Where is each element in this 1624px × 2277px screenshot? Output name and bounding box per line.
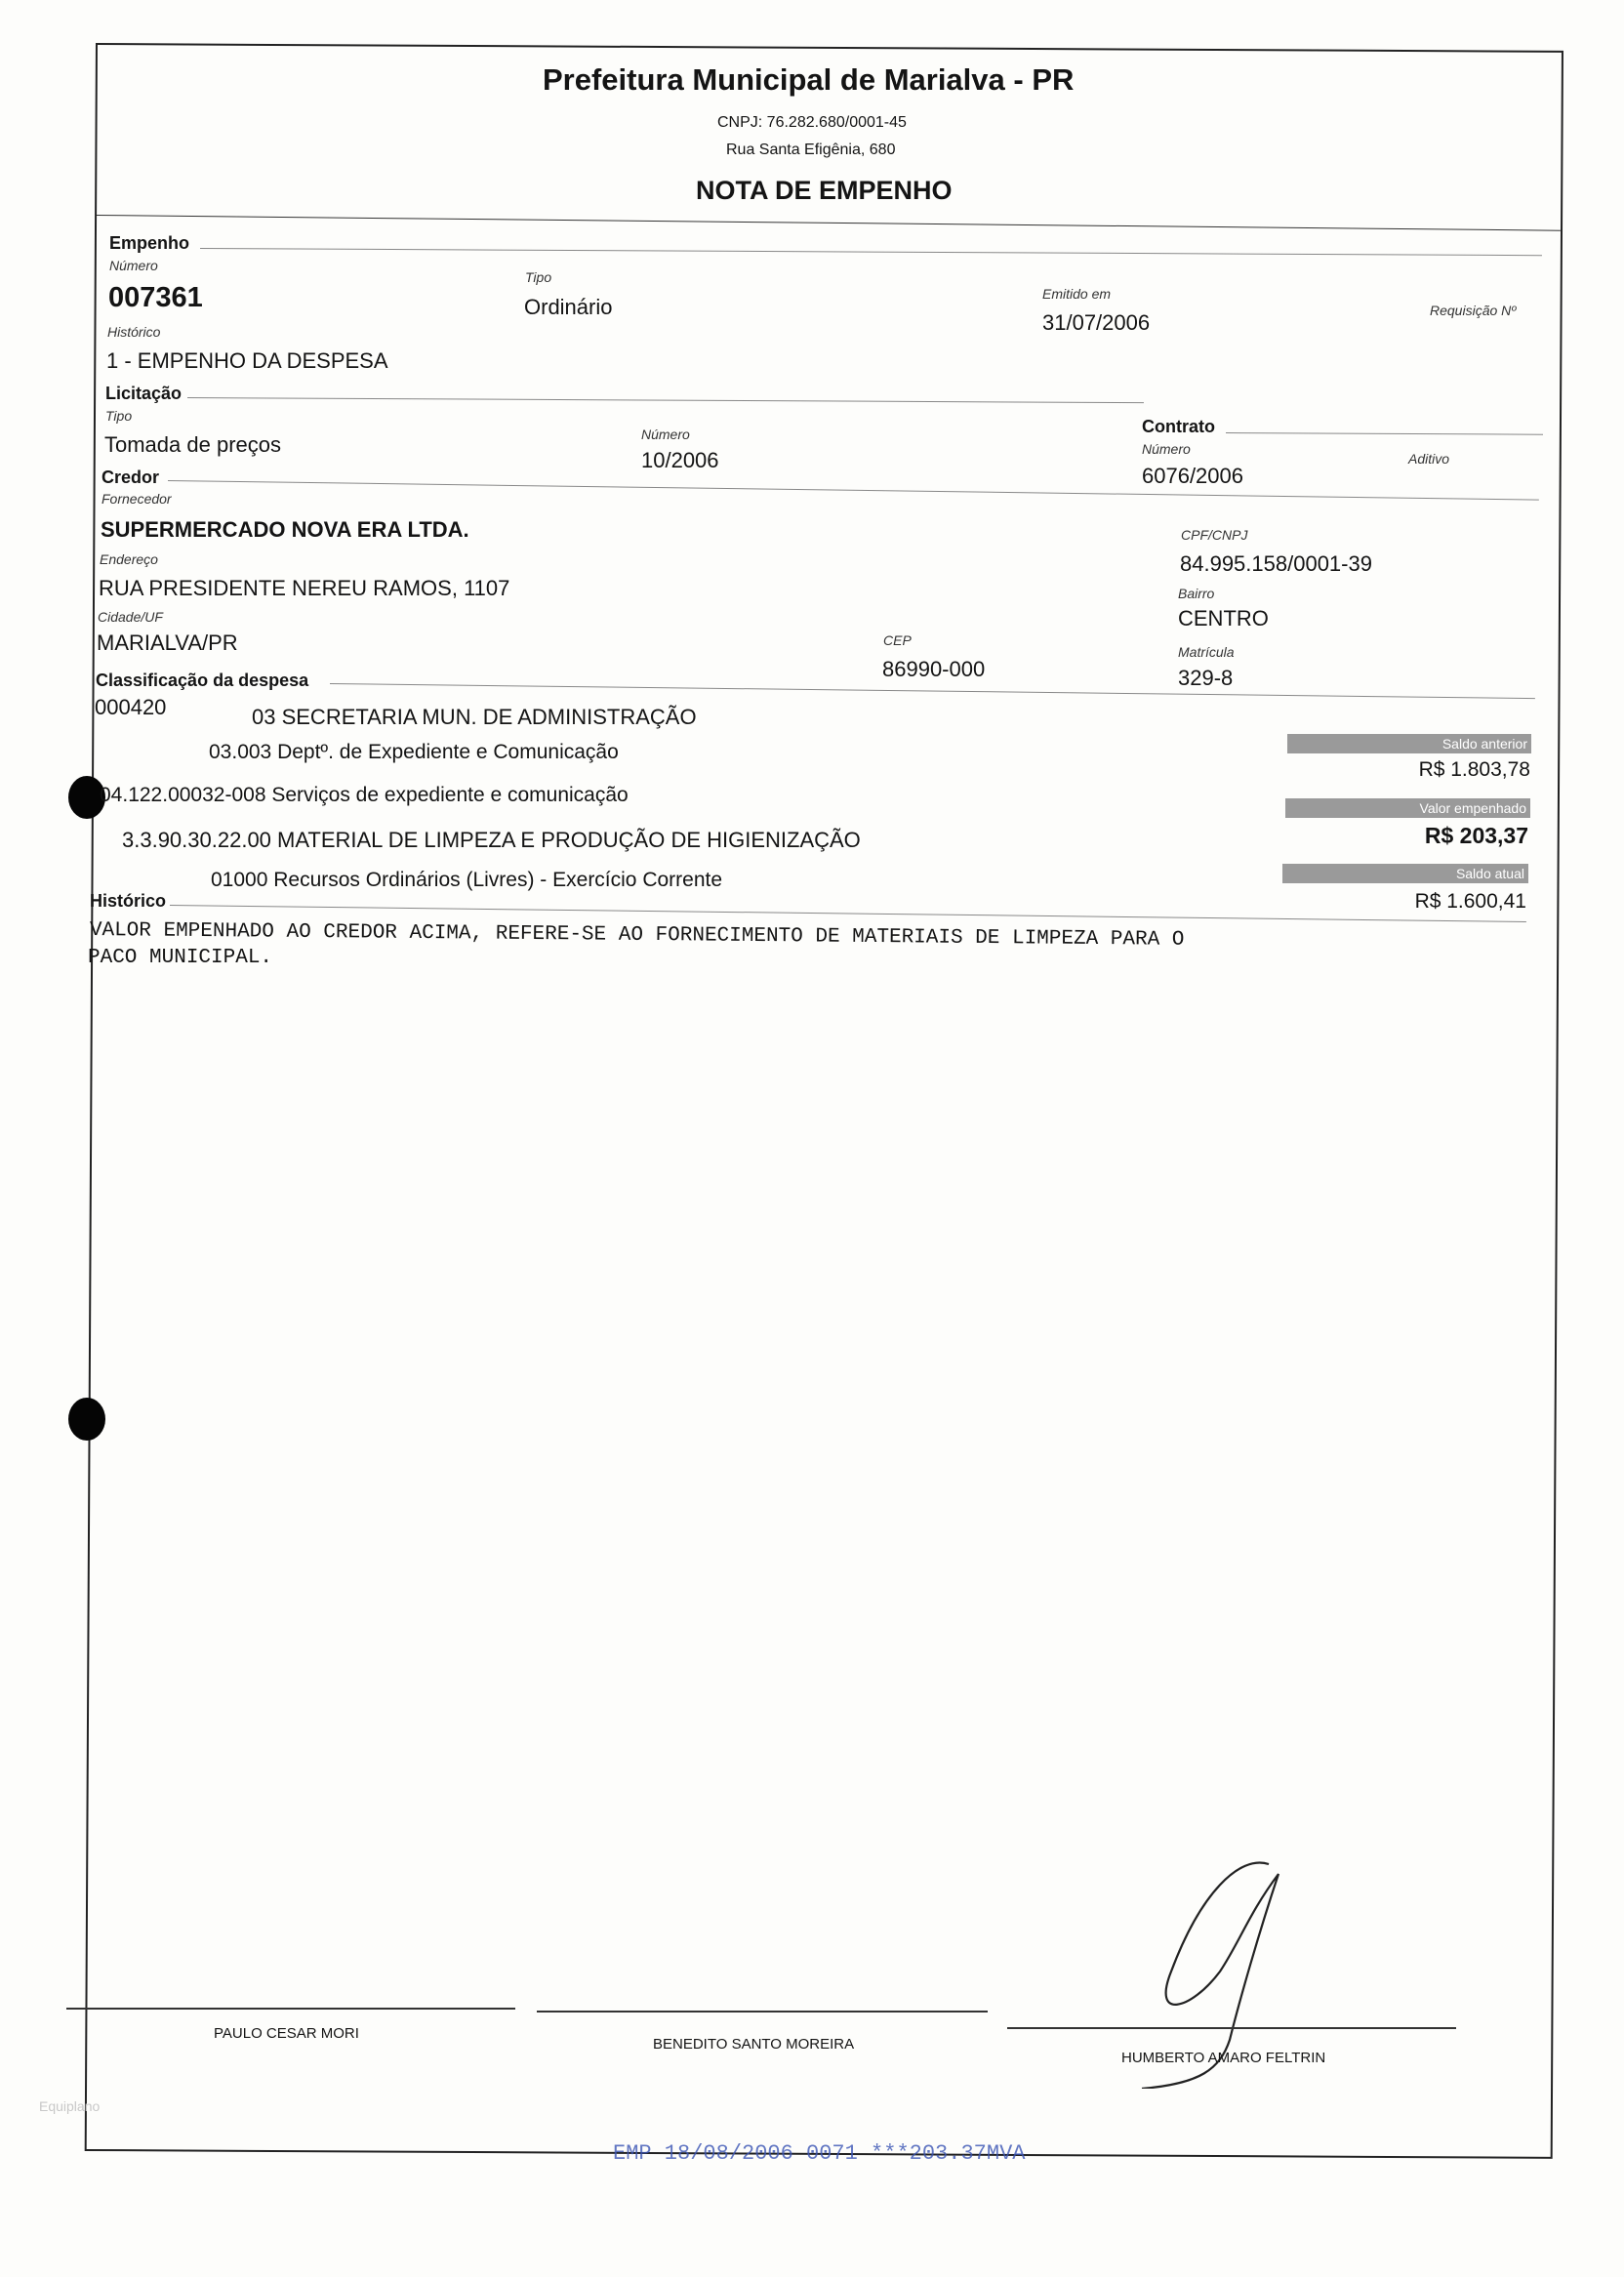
requisicao-label: Requisição Nº (1430, 303, 1517, 318)
section-empenho: Empenho (109, 233, 190, 253)
fornecedor-name: SUPERMERCADO NOVA ERA LTDA. (101, 517, 469, 542)
header-address: Rua Santa Efigênia, 680 (726, 142, 896, 158)
document-title: NOTA DE EMPENHO (696, 176, 953, 205)
signature-line-1 (66, 2008, 515, 2010)
cidade-label: Cidade/UF (98, 609, 163, 625)
endereco-label: Endereço (100, 551, 158, 567)
historico-line-2: PACO MUNICIPAL. (88, 947, 273, 969)
classificacao-orgao: 03 SECRETARIA MUN. DE ADMINISTRAÇÃO (252, 705, 697, 729)
signature-line-3 (1007, 2027, 1456, 2029)
emitido-date: 31/07/2006 (1042, 310, 1151, 335)
signatory-3: HUMBERTO AMARO FELTRIN (1121, 2050, 1326, 2066)
emitido-label: Emitido em (1042, 286, 1112, 302)
saldo-atual-value: R$ 1.600,41 (1414, 890, 1526, 913)
classificacao-codigo: 000420 (95, 695, 167, 719)
endereco-value: RUA PRESIDENTE NEREU RAMOS, 1107 (99, 576, 510, 600)
section-contrato: Contrato (1142, 417, 1215, 436)
saldo-anterior-value: R$ 1.803,78 (1418, 758, 1530, 781)
cpf-label: CPF/CNPJ (1181, 527, 1248, 543)
cep-label: CEP (883, 632, 912, 648)
empenho-numero: 007361 (108, 282, 203, 313)
historico-empenho: 1 - EMPENHO DA DESPESA (106, 348, 388, 373)
punch-hole-bottom (68, 1398, 105, 1441)
section-historico: Histórico (90, 891, 167, 911)
signatory-2: BENEDITO SANTO MOREIRA (653, 2036, 855, 2053)
header-cnpj: CNPJ: 76.282.680/0001-45 (717, 114, 907, 131)
section-credor: Credor (102, 468, 160, 487)
classificacao-unidade: 03.003 Deptº. de Expediente e Comunicação (209, 741, 619, 763)
valor-empenhado-tag: Valor empenhado (1285, 798, 1530, 818)
classificacao-funcional: 04.122.00032-008 Serviços de expediente e comunicação (100, 784, 629, 806)
empenho-tipo: Ordinário (524, 295, 613, 319)
section-licitacao: Licitação (105, 384, 183, 403)
classificacao-elemento: 3.3.90.30.22.00 MATERIAL DE LIMPEZA E PRODUÇÃO DE HIGIENIZAÇÃO (122, 828, 861, 852)
contrato-numero: 6076/2006 (1142, 464, 1243, 488)
bairro-value: CENTRO (1178, 606, 1269, 630)
licitacao-tipo-label: Tipo (105, 408, 133, 424)
bairro-label: Bairro (1178, 586, 1215, 601)
software-watermark: Equiplano (39, 2098, 101, 2114)
matricula-value: 329-8 (1178, 666, 1234, 690)
saldo-anterior-tag: Saldo anterior (1287, 734, 1531, 753)
signatory-1: PAULO CESAR MORI (214, 2025, 359, 2042)
licitacao-tipo: Tomada de preços (104, 432, 281, 457)
matricula-label: Matrícula (1178, 644, 1235, 660)
signature-line-2 (537, 2011, 988, 2013)
section-classificacao: Classificação da despesa (96, 671, 309, 690)
empenho-numero-label: Número (109, 258, 158, 273)
saldo-atual-tag: Saldo atual (1282, 864, 1528, 883)
mechanical-stamp: EMP 18/08/2006 0071 ***203.37MVA (613, 2141, 1026, 2166)
licitacao-numero-label: Número (641, 427, 690, 442)
empenho-tipo-label: Tipo (525, 269, 552, 285)
cpf-value: 84.995.158/0001-39 (1180, 551, 1372, 576)
cidade-value: MARIALVA/PR (97, 630, 238, 655)
contrato-numero-label: Número (1142, 441, 1191, 457)
cep-value: 86990-000 (882, 657, 986, 681)
licitacao-numero: 10/2006 (641, 448, 719, 472)
contrato-aditivo-label: Aditivo (1408, 451, 1450, 467)
historico-empenho-label: Histórico (107, 324, 161, 340)
classificacao-recurso: 01000 Recursos Ordinários (Livres) - Exercício Corrente (211, 869, 723, 891)
valor-empenhado-value: R$ 203,37 (1424, 823, 1528, 848)
historico-line-1: VALOR EMPENHADO AO CREDOR ACIMA, REFERE-SE AO FORNECIMENTO DE MATERIAIS DE LIMPEZA PARA O (89, 919, 1185, 952)
page-title: Prefeitura Municipal de Marialva - PR (543, 62, 1075, 97)
fornecedor-label: Fornecedor (102, 491, 172, 507)
